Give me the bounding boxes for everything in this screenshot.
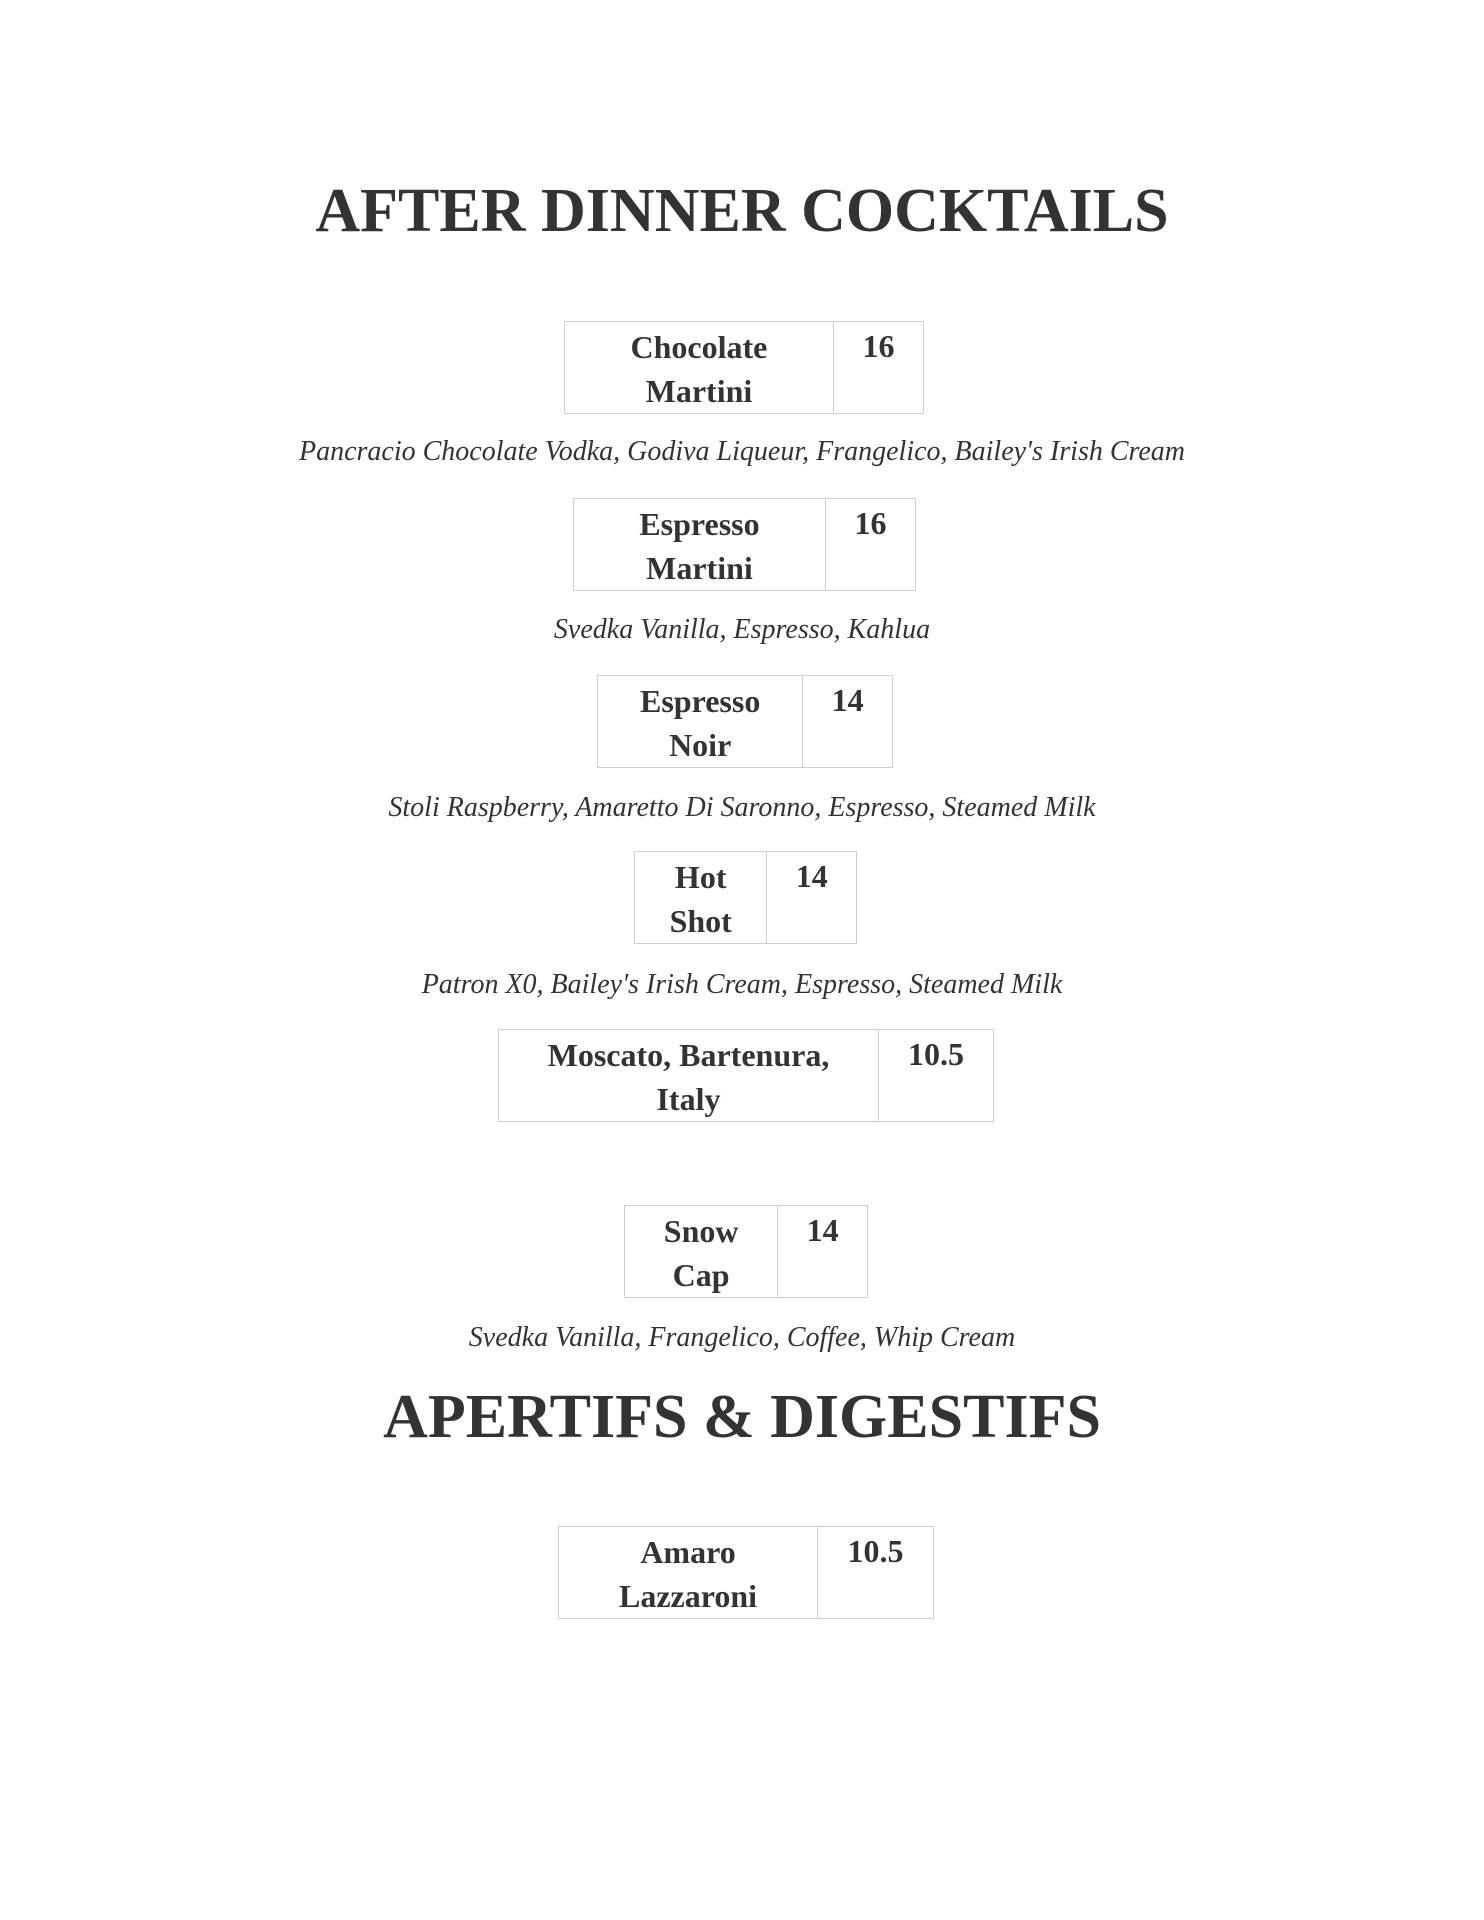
section-title-apertifs-digestifs: APERTIFS & DIGESTIFS <box>383 1383 1101 1451</box>
item-price: 16 <box>825 499 915 591</box>
menu-item-amaro-lazzaroni <box>558 1526 934 1619</box>
menu-item-chocolate-martini <box>564 321 924 414</box>
item-price: 16 <box>833 322 923 414</box>
menu-item-moscato-bartenura-italy <box>498 1029 994 1122</box>
item-description: Patron X0, Bailey's Irish Cream, Espresso, Steamed Milk <box>421 969 1063 1000</box>
item-price: 10.5 <box>818 1527 934 1619</box>
item-name: Espresso Noir <box>598 676 803 768</box>
item-price: 10.5 <box>878 1030 993 1122</box>
item-price: 14 <box>803 676 893 768</box>
menu-item-snow-cap <box>624 1205 868 1298</box>
menu-item-espresso-noir <box>597 675 893 768</box>
item-price: 14 <box>778 1206 868 1298</box>
section-title-after-dinner-cocktails: AFTER DINNER COCKTAILS <box>315 177 1169 245</box>
item-description: Svedka Vanilla, Frangelico, Coffee, Whip Cream <box>468 1322 1016 1353</box>
item-description: Svedka Vanilla, Espresso, Kahlua <box>553 614 931 645</box>
item-description: Pancracio Chocolate Vodka, Godiva Liqueur, Frangelico, Bailey's Irish Cream <box>298 436 1186 467</box>
menu-item-espresso-martini <box>573 498 916 591</box>
item-description: Stoli Raspberry, Amaretto Di Saronno, Espresso, Steamed Milk <box>388 792 1096 823</box>
item-name: Amaro Lazzaroni <box>559 1527 818 1619</box>
item-name: Chocolate Martini <box>565 322 834 414</box>
item-name: Snow Cap <box>625 1206 778 1298</box>
item-name: Hot Shot <box>635 852 767 944</box>
item-name: Moscato, Bartenura, Italy <box>499 1030 879 1122</box>
menu-item-hot-shot <box>634 851 857 944</box>
item-price: 14 <box>767 852 857 944</box>
item-name: Espresso Martini <box>574 499 826 591</box>
